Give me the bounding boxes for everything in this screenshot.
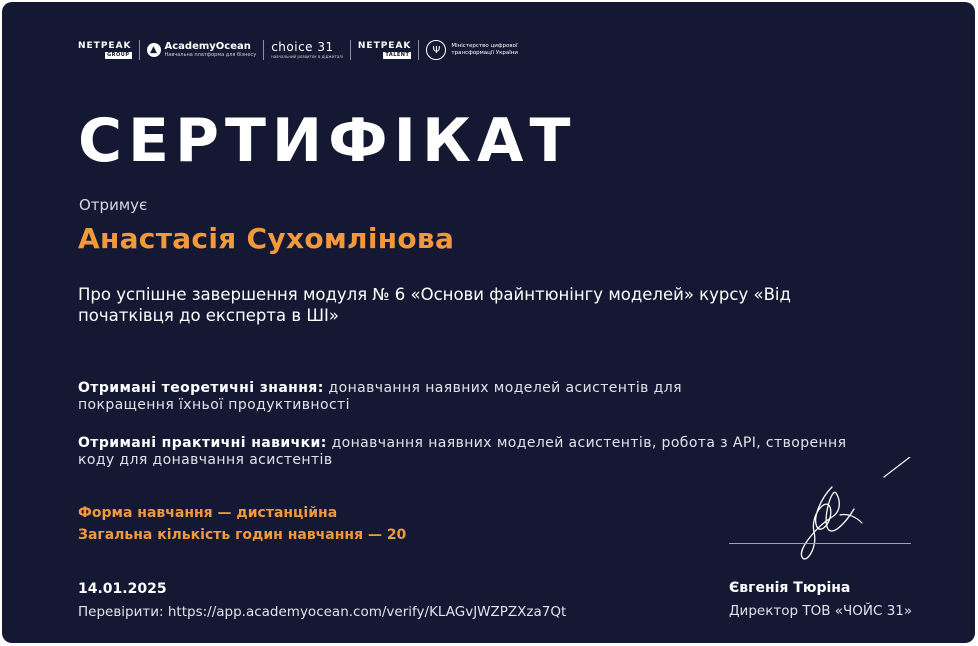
partner-logos <box>78 36 541 64</box>
issue-date: 14.01.2025 <box>78 581 167 597</box>
skills-text: донавчання наявних моделей асистентів, робота з API, створення коду для донавчання асистентів <box>78 435 847 468</box>
logo-divider <box>139 40 140 60</box>
skills-label: Отримані практичні навички: <box>78 435 327 451</box>
recipient-label: Отримує <box>79 196 148 214</box>
ministry-name: Міністерство цифрової трансформації України <box>451 43 518 56</box>
choice31-sub: навчальний розвиток в діджиталі <box>271 53 343 59</box>
signature-line <box>729 543 911 544</box>
study-form: Форма навчання — дистанційна <box>78 505 338 521</box>
logo-divider <box>263 40 264 60</box>
study-info <box>78 502 406 546</box>
netpeak-group-sub: GROUP <box>107 52 130 58</box>
academyocean-sub: Навчальна платформа для бізнесу <box>164 52 257 58</box>
certificate-title: СЕРТИФІКАТ <box>78 106 577 176</box>
total-hours: Загальна кількість годин навчання — 20 <box>78 527 407 543</box>
trident-icon: Ψ <box>426 40 446 60</box>
knowledge-label: Отримані теоретичні знання: <box>78 380 324 396</box>
signature-image <box>792 457 922 572</box>
signer-name: Євгенія Тюріна <box>729 580 851 596</box>
logo-divider <box>350 40 351 60</box>
ministry-logo <box>426 40 541 60</box>
netpeak-talent-logo <box>358 41 412 59</box>
knowledge-text: донавчання наявних моделей асистентів для покращення їхньої продуктивності <box>78 380 682 413</box>
certificate <box>2 2 975 643</box>
choice31-logo <box>271 41 343 60</box>
recipient-name: Анастасія Сухомлінова <box>78 222 455 255</box>
skills-block <box>78 435 858 469</box>
netpeak-group-name: NETPEAK <box>78 41 132 51</box>
academyocean-logo <box>147 41 257 59</box>
netpeak-talent-sub: TALENT <box>385 52 410 58</box>
netpeak-talent-name: NETPEAK <box>357 41 412 51</box>
signer-role: Директор ТОВ «ЧОЙС 31» <box>729 603 913 619</box>
verify-link[interactable]: Перевірити: https://app.academyocean.com/verify/KLAGvJWZPZXza7Qt <box>78 604 567 620</box>
choice31-name: choice 31 <box>271 39 334 54</box>
academyocean-name: AcademyOcean <box>164 41 251 52</box>
netpeak-group-logo <box>78 41 132 59</box>
knowledge-block <box>78 380 778 414</box>
logo-divider <box>418 40 419 60</box>
course-description: Про успішне завершення модуля № 6 «Основи файнтюнінгу моделей» курсу «Від початківця до експерта в ШІ» <box>78 285 791 325</box>
academyocean-icon: ▲ <box>147 43 161 57</box>
